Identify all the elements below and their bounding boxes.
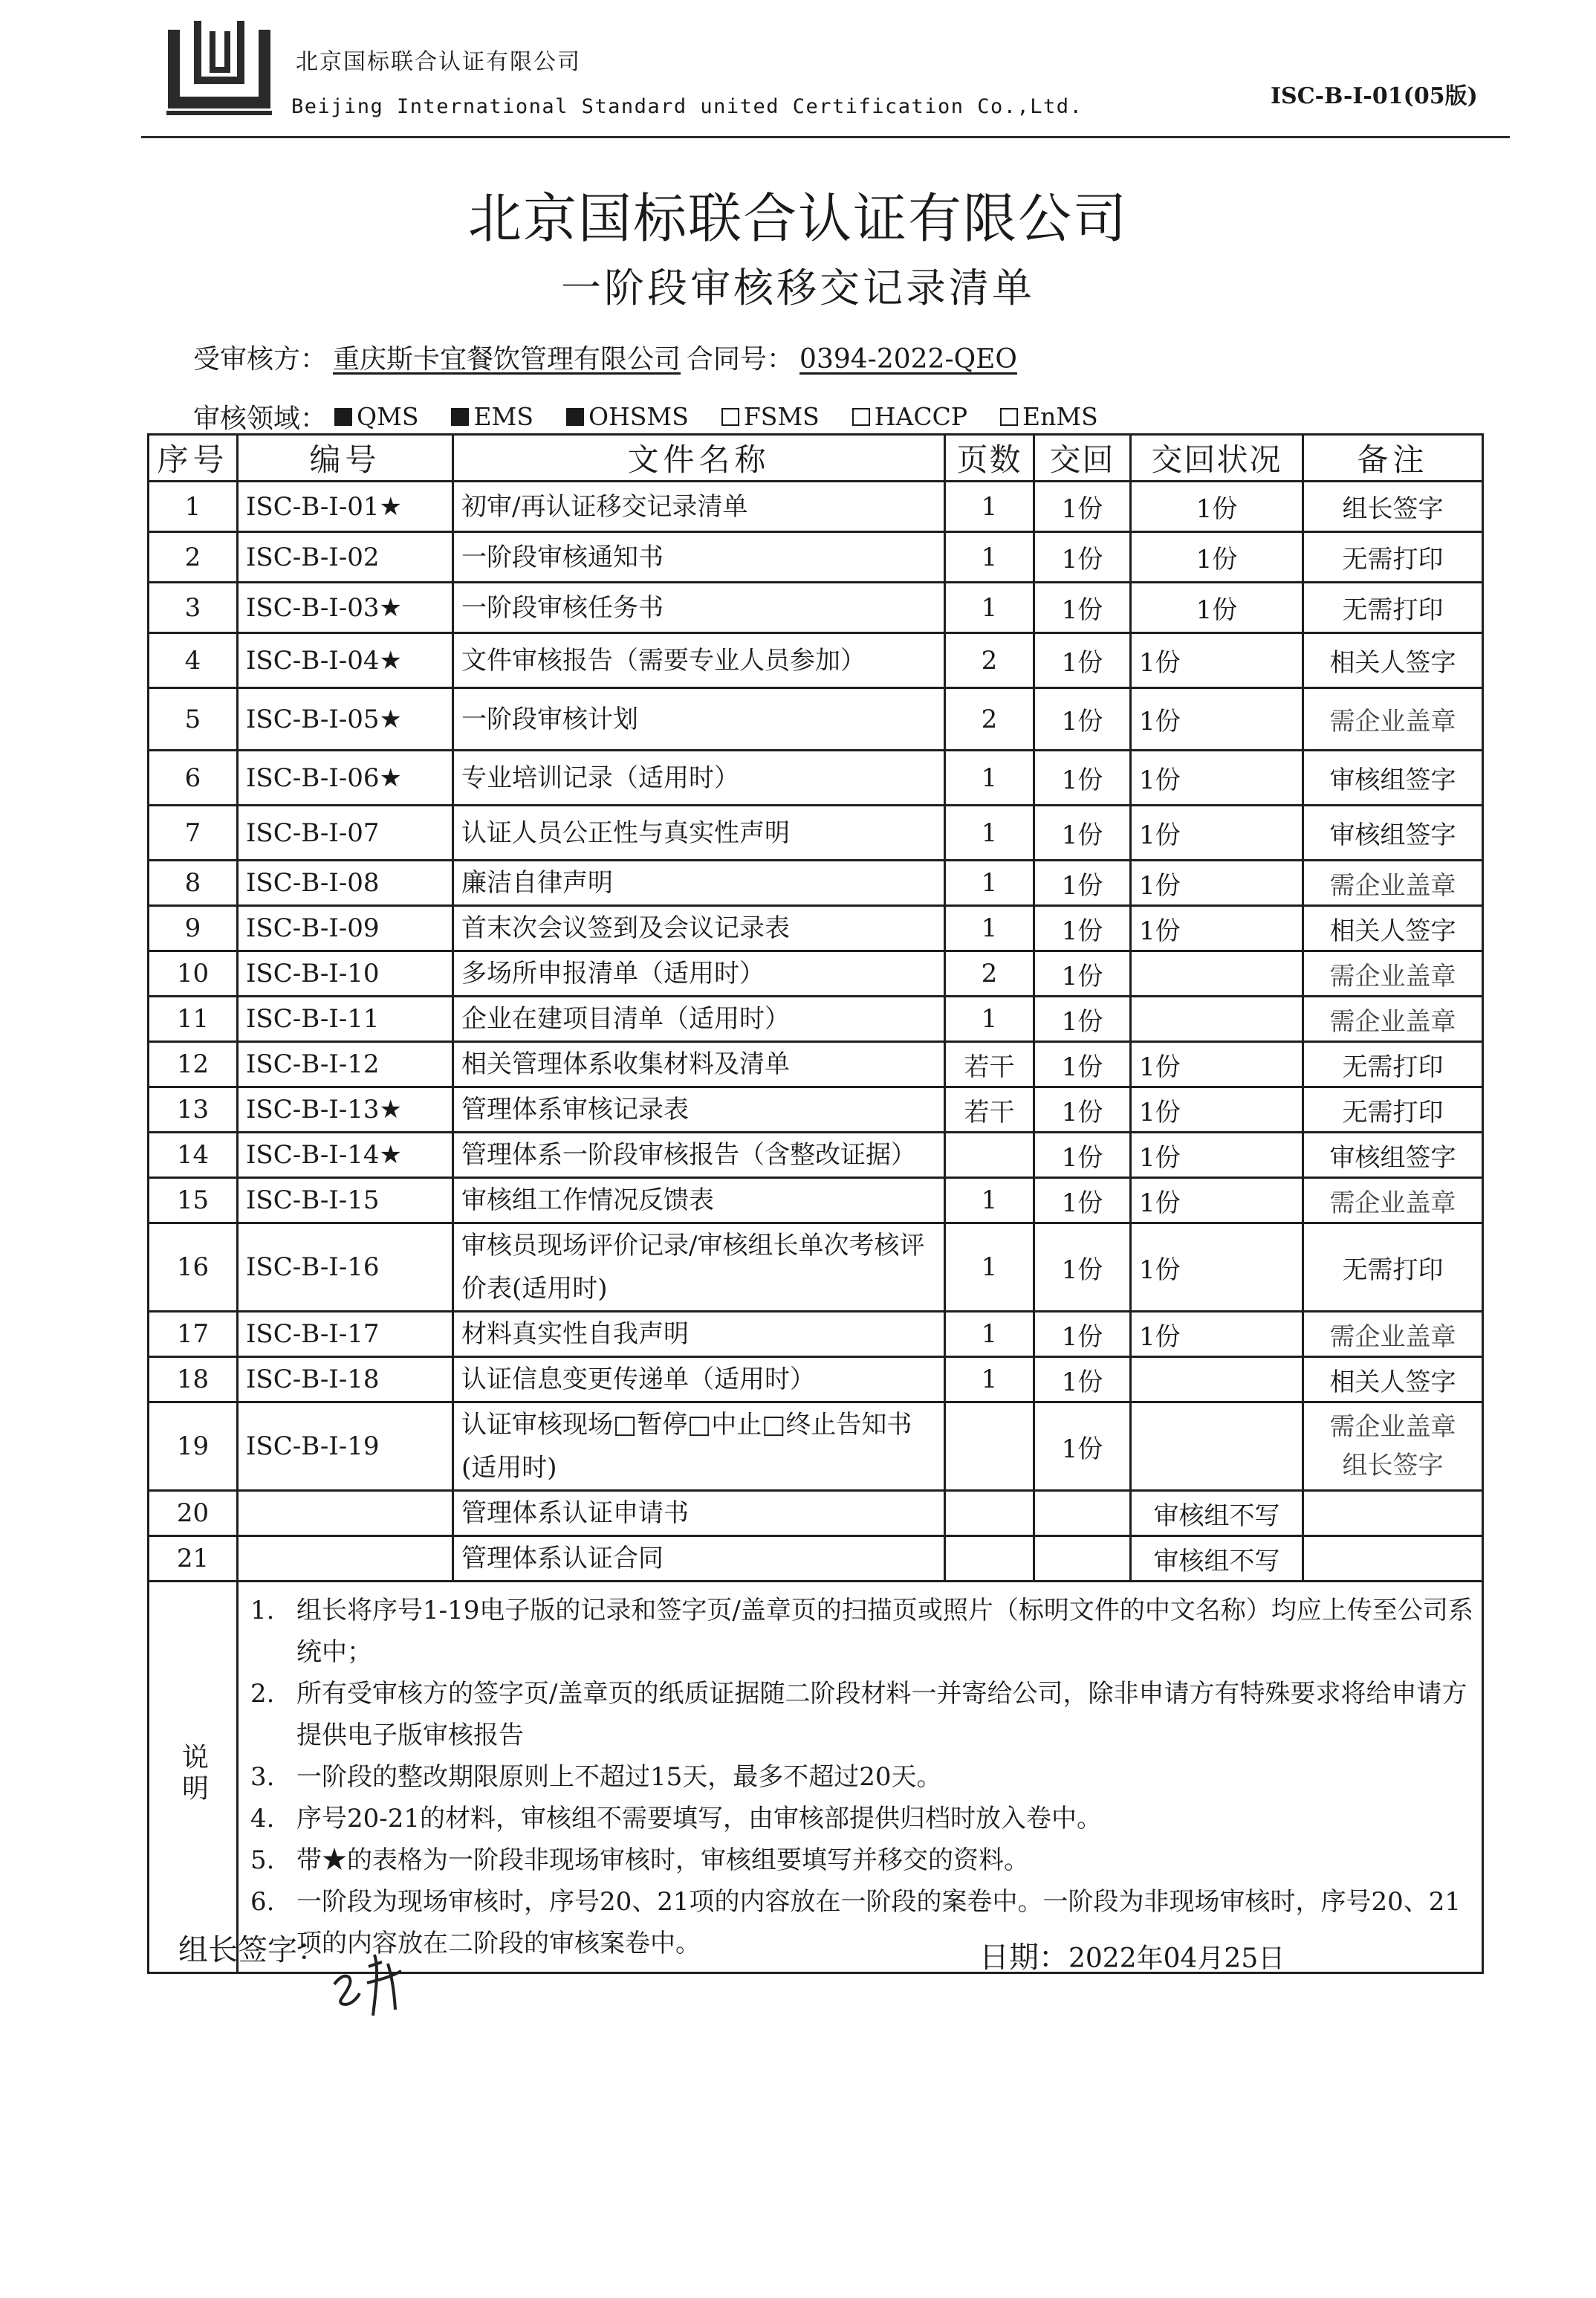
row-returned: 1份 [1034,1178,1131,1223]
table-row [149,751,1483,806]
row-pages: 1 [945,532,1034,583]
row-document-name: 相关管理体系收集材料及清单 [453,1042,945,1087]
row-number: 18 [149,1357,238,1402]
row-returned [1034,1536,1131,1582]
row-note: 无需打印 [1303,1223,1483,1312]
row-pages: 若干 [945,1087,1034,1133]
row-pages: 2 [945,688,1034,751]
row-number: 12 [149,1042,238,1087]
row-number: 9 [149,906,238,951]
company-name-en: Beijing International Standard united Certification Co.,Ltd. [291,95,1083,118]
row-pages: 2 [945,633,1034,688]
table-row [149,1402,1483,1491]
col-header-code: 编号 [238,435,453,482]
row-return-status: 1份 [1131,633,1303,688]
row-return-status: 1份 [1131,906,1303,951]
checkbox [721,408,739,426]
notes-label-cell [149,1582,238,1973]
row-note: 相关人签字 [1303,906,1483,951]
col-header-note: 备注 [1303,435,1483,482]
row-code: ISC-B-I-04★ [238,633,453,688]
scope-item-haccp: HACCP [852,402,967,431]
row-number: 11 [149,997,238,1042]
table-header-row [149,435,1483,482]
checkbox [566,408,584,426]
row-pages [945,1402,1034,1491]
note-item: 1. 组长将序号1-19电子版的记录和签字页/盖章页的扫描页或照片（标明文件的中文名称）均应上传至公司系统中； [250,1596,1473,1667]
notes-cell [238,1582,1483,1973]
row-note: 无需打印 [1303,1042,1483,1087]
checkbox [451,408,469,426]
table-row [149,906,1483,951]
row-return-status: 1份 [1131,583,1303,633]
table-row [149,1178,1483,1223]
row-document-name: 材料真实性自我声明 [453,1312,945,1357]
row-number: 5 [149,688,238,751]
row-number: 1 [149,482,238,532]
col-header-name: 文件名称 [453,435,945,482]
row-document-name: 一阶段审核通知书 [453,532,945,583]
row-code [238,1536,453,1582]
row-code [238,1491,453,1536]
row-pages: 1 [945,1223,1034,1312]
auditee-value: 重庆斯卡宜餐饮管理有限公司 [333,344,681,375]
scope-item-fsms: FSMS [721,402,820,431]
row-document-name: 一阶段审核计划 [453,688,945,751]
row-number: 2 [149,532,238,583]
row-document-name: 管理体系一阶段审核报告（含整改证据） [453,1133,945,1178]
row-document-name: 管理体系审核记录表 [453,1087,945,1133]
row-note: 需企业盖章 [1303,1178,1483,1223]
row-return-status: 1份 [1131,806,1303,861]
table-row [149,482,1483,532]
table-row [149,1491,1483,1536]
row-returned: 1份 [1034,1087,1131,1133]
table-row [149,583,1483,633]
row-return-status: 1份 [1131,1312,1303,1357]
row-code: ISC-B-I-17 [238,1312,453,1357]
row-return-status: 1份 [1131,482,1303,532]
row-note: 审核组签字 [1303,1133,1483,1178]
row-document-name: 审核员现场评价记录/审核组长单次考核评价表(适用时) [453,1223,945,1312]
audit-scope [193,398,1131,436]
row-returned: 1份 [1034,951,1131,997]
row-return-status [1131,951,1303,997]
company-name-cn: 北京国标联合认证有限公司 [296,49,581,75]
row-document-name: 管理体系认证合同 [453,1536,945,1582]
row-number: 21 [149,1536,238,1582]
note-item: 6. 一阶段为现场审核时，序号20、21项的内容放在一阶段的案卷中。一阶段为非现场审核时，序号20、21项的内容放在二阶段的审核案卷中。 [250,1887,1462,1958]
row-pages [945,1536,1034,1582]
row-code: ISC-B-I-12 [238,1042,453,1087]
table-row [149,1357,1483,1402]
table-row [149,532,1483,583]
row-return-status: 1份 [1131,1087,1303,1133]
row-returned: 1份 [1034,1042,1131,1087]
row-return-status: 1份 [1131,1042,1303,1087]
document-code: ISC-B-I-01(05版) [1271,83,1478,109]
col-header-pages: 页数 [945,435,1034,482]
row-return-status: 1份 [1131,1223,1303,1312]
row-code: ISC-B-I-06★ [238,751,453,806]
row-note: 需企业盖章 [1303,688,1483,751]
row-document-name: 企业在建项目清单（适用时） [453,997,945,1042]
handwritten-signature [327,1941,431,2023]
notes-label: 说明 [178,1742,209,1805]
scope-label: 审核领域： [193,404,328,434]
table-row [149,951,1483,997]
row-note: 无需打印 [1303,583,1483,633]
row-document-name: 廉洁自律声明 [453,861,945,906]
note-item: 5. 带★的表格为一阶段非现场审核时，审核组要填写并移交的资料。 [250,1845,1029,1875]
row-returned: 1份 [1034,1133,1131,1178]
auditee-label: 受审核方： [193,344,328,375]
row-note: 相关人签字 [1303,633,1483,688]
note-item: 4. 序号20-21的材料，审核组不需要填写，由审核部提供归档时放入卷中。 [250,1804,1103,1833]
row-pages: 1 [945,1357,1034,1402]
checkbox [334,408,352,426]
row-code: ISC-B-I-07 [238,806,453,861]
row-pages: 1 [945,1178,1034,1223]
contract-value: 0394-2022-QEO [799,344,1017,375]
row-document-name: 专业培训记录（适用时） [453,751,945,806]
checkbox [1000,408,1018,426]
row-pages [945,1491,1034,1536]
row-note: 审核组签字 [1303,751,1483,806]
row-returned: 1份 [1034,482,1131,532]
row-return-status: 审核组不写 [1131,1491,1303,1536]
table-row [149,1133,1483,1178]
checkbox [852,408,870,426]
row-pages: 1 [945,583,1034,633]
row-code: ISC-B-I-05★ [238,688,453,751]
table-row [149,1223,1483,1312]
table-row [149,688,1483,751]
row-returned: 1份 [1034,997,1131,1042]
row-returned: 1份 [1034,633,1131,688]
row-returned: 1份 [1034,906,1131,951]
row-returned: 1份 [1034,861,1131,906]
row-code: ISC-B-I-08 [238,861,453,906]
row-code: ISC-B-I-11 [238,997,453,1042]
date-value: 2022年04月25日 [1068,1943,1285,1974]
table-row [149,861,1483,906]
row-code: ISC-B-I-14★ [238,1133,453,1178]
row-number: 4 [149,633,238,688]
row-pages: 2 [945,951,1034,997]
row-returned: 1份 [1034,1402,1131,1491]
document-title: 北京国标联合认证有限公司 [467,187,1128,250]
row-number: 13 [149,1087,238,1133]
row-return-status: 1份 [1131,751,1303,806]
row-returned: 1份 [1034,583,1131,633]
row-pages [945,1133,1034,1178]
row-pages: 1 [945,806,1034,861]
row-document-name: 认证审核现场□暂停□中止□终止告知书(适用时) [453,1402,945,1491]
row-number: 7 [149,806,238,861]
row-note [1303,1536,1483,1582]
row-note: 需企业盖章 [1303,997,1483,1042]
table-row [149,633,1483,688]
row-pages: 1 [945,1312,1034,1357]
row-document-name: 初审/再认证移交记录清单 [453,482,945,532]
row-returned: 1份 [1034,532,1131,583]
row-returned: 1份 [1034,1312,1131,1357]
date-label: 日期： [979,1941,1068,1975]
scope-item-ems: EMS [451,402,533,431]
scope-item-enms: EnMS [1000,402,1098,431]
row-pages: 1 [945,861,1034,906]
row-code: ISC-B-I-09 [238,906,453,951]
row-note: 组长签字 [1303,482,1483,532]
table-row [149,1087,1483,1133]
table-row [149,806,1483,861]
row-code: ISC-B-I-02 [238,532,453,583]
col-header-no: 序号 [149,435,238,482]
row-code: ISC-B-I-13★ [238,1087,453,1133]
auditee-line [193,338,1023,376]
row-returned: 1份 [1034,806,1131,861]
row-number: 3 [149,583,238,633]
row-document-name: 多场所申报清单（适用时） [453,951,945,997]
scope-item-qms: QMS [334,402,418,431]
row-document-name: 认证信息变更传递单（适用时） [453,1357,945,1402]
table-row [149,1536,1483,1582]
notes-row [149,1582,1483,1973]
row-returned: 1份 [1034,1223,1131,1312]
row-return-status [1131,997,1303,1042]
row-note [1303,1491,1483,1536]
row-return-status: 1份 [1131,532,1303,583]
table-row [149,1042,1483,1087]
company-logo [160,15,279,119]
row-note: 需企业盖章 组长签字 [1303,1402,1483,1491]
row-document-name: 管理体系认证申请书 [453,1491,945,1536]
table-row [149,1312,1483,1357]
table-body [149,482,1483,1582]
document-subtitle: 一阶段审核移交记录清单 [561,265,1035,311]
row-returned: 1份 [1034,1357,1131,1402]
row-document-name: 认证人员公正性与真实性声明 [453,806,945,861]
note-item: 3. 一阶段的整改期限原则上不超过15天，最多不超过20天。 [250,1762,942,1792]
col-header-status: 交回状况 [1131,435,1303,482]
row-number: 8 [149,861,238,906]
col-header-return: 交回 [1034,435,1131,482]
row-returned [1034,1491,1131,1536]
row-note: 无需打印 [1303,532,1483,583]
row-number: 14 [149,1133,238,1178]
date-line [979,1934,1285,1976]
row-note: 需企业盖章 [1303,1312,1483,1357]
row-code: ISC-B-I-19 [238,1402,453,1491]
row-return-status: 1份 [1131,861,1303,906]
scope-item-ohsms: OHSMS [566,402,689,431]
row-return-status [1131,1402,1303,1491]
handover-table [147,433,1484,1974]
row-pages: 若干 [945,1042,1034,1087]
row-number: 15 [149,1178,238,1223]
row-number: 17 [149,1312,238,1357]
row-code: ISC-B-I-10 [238,951,453,997]
row-return-status: 1份 [1131,1133,1303,1178]
row-returned: 1份 [1034,688,1131,751]
row-pages: 1 [945,751,1034,806]
row-note: 需企业盖章 [1303,861,1483,906]
row-pages: 1 [945,906,1034,951]
row-code: ISC-B-I-16 [238,1223,453,1312]
row-returned: 1份 [1034,751,1131,806]
row-return-status: 审核组不写 [1131,1536,1303,1582]
row-document-name: 文件审核报告（需要专业人员参加） [453,633,945,688]
row-document-name: 首末次会议签到及会议记录表 [453,906,945,951]
row-note: 无需打印 [1303,1087,1483,1133]
row-code: ISC-B-I-03★ [238,583,453,633]
notes-list [239,1582,1482,1972]
row-pages: 1 [945,997,1034,1042]
row-number: 19 [149,1402,238,1491]
row-return-status: 1份 [1131,1178,1303,1223]
row-code: ISC-B-I-15 [238,1178,453,1223]
header-divider [141,136,1510,138]
row-code: ISC-B-I-01★ [238,482,453,532]
row-return-status [1131,1357,1303,1402]
row-code: ISC-B-I-18 [238,1357,453,1402]
row-number: 10 [149,951,238,997]
row-number: 6 [149,751,238,806]
row-return-status: 1份 [1131,688,1303,751]
row-number: 16 [149,1223,238,1312]
row-number: 20 [149,1491,238,1536]
contract-label: 合同号： [687,344,794,375]
table-row [149,997,1483,1042]
row-document-name: 审核组工作情况反馈表 [453,1178,945,1223]
row-document-name: 一阶段审核任务书 [453,583,945,633]
leader-signature-label: 组长签字： [178,1933,327,1967]
row-note: 相关人签字 [1303,1357,1483,1402]
note-item: 2. 所有受审核方的签字页/盖章页的纸质证据随二阶段材料一并寄给公司，除非申请方有特殊要求将给申请方提供电子版审核报告 [250,1679,1467,1750]
row-pages: 1 [945,482,1034,532]
row-note: 需企业盖章 [1303,951,1483,997]
row-note: 审核组签字 [1303,806,1483,861]
